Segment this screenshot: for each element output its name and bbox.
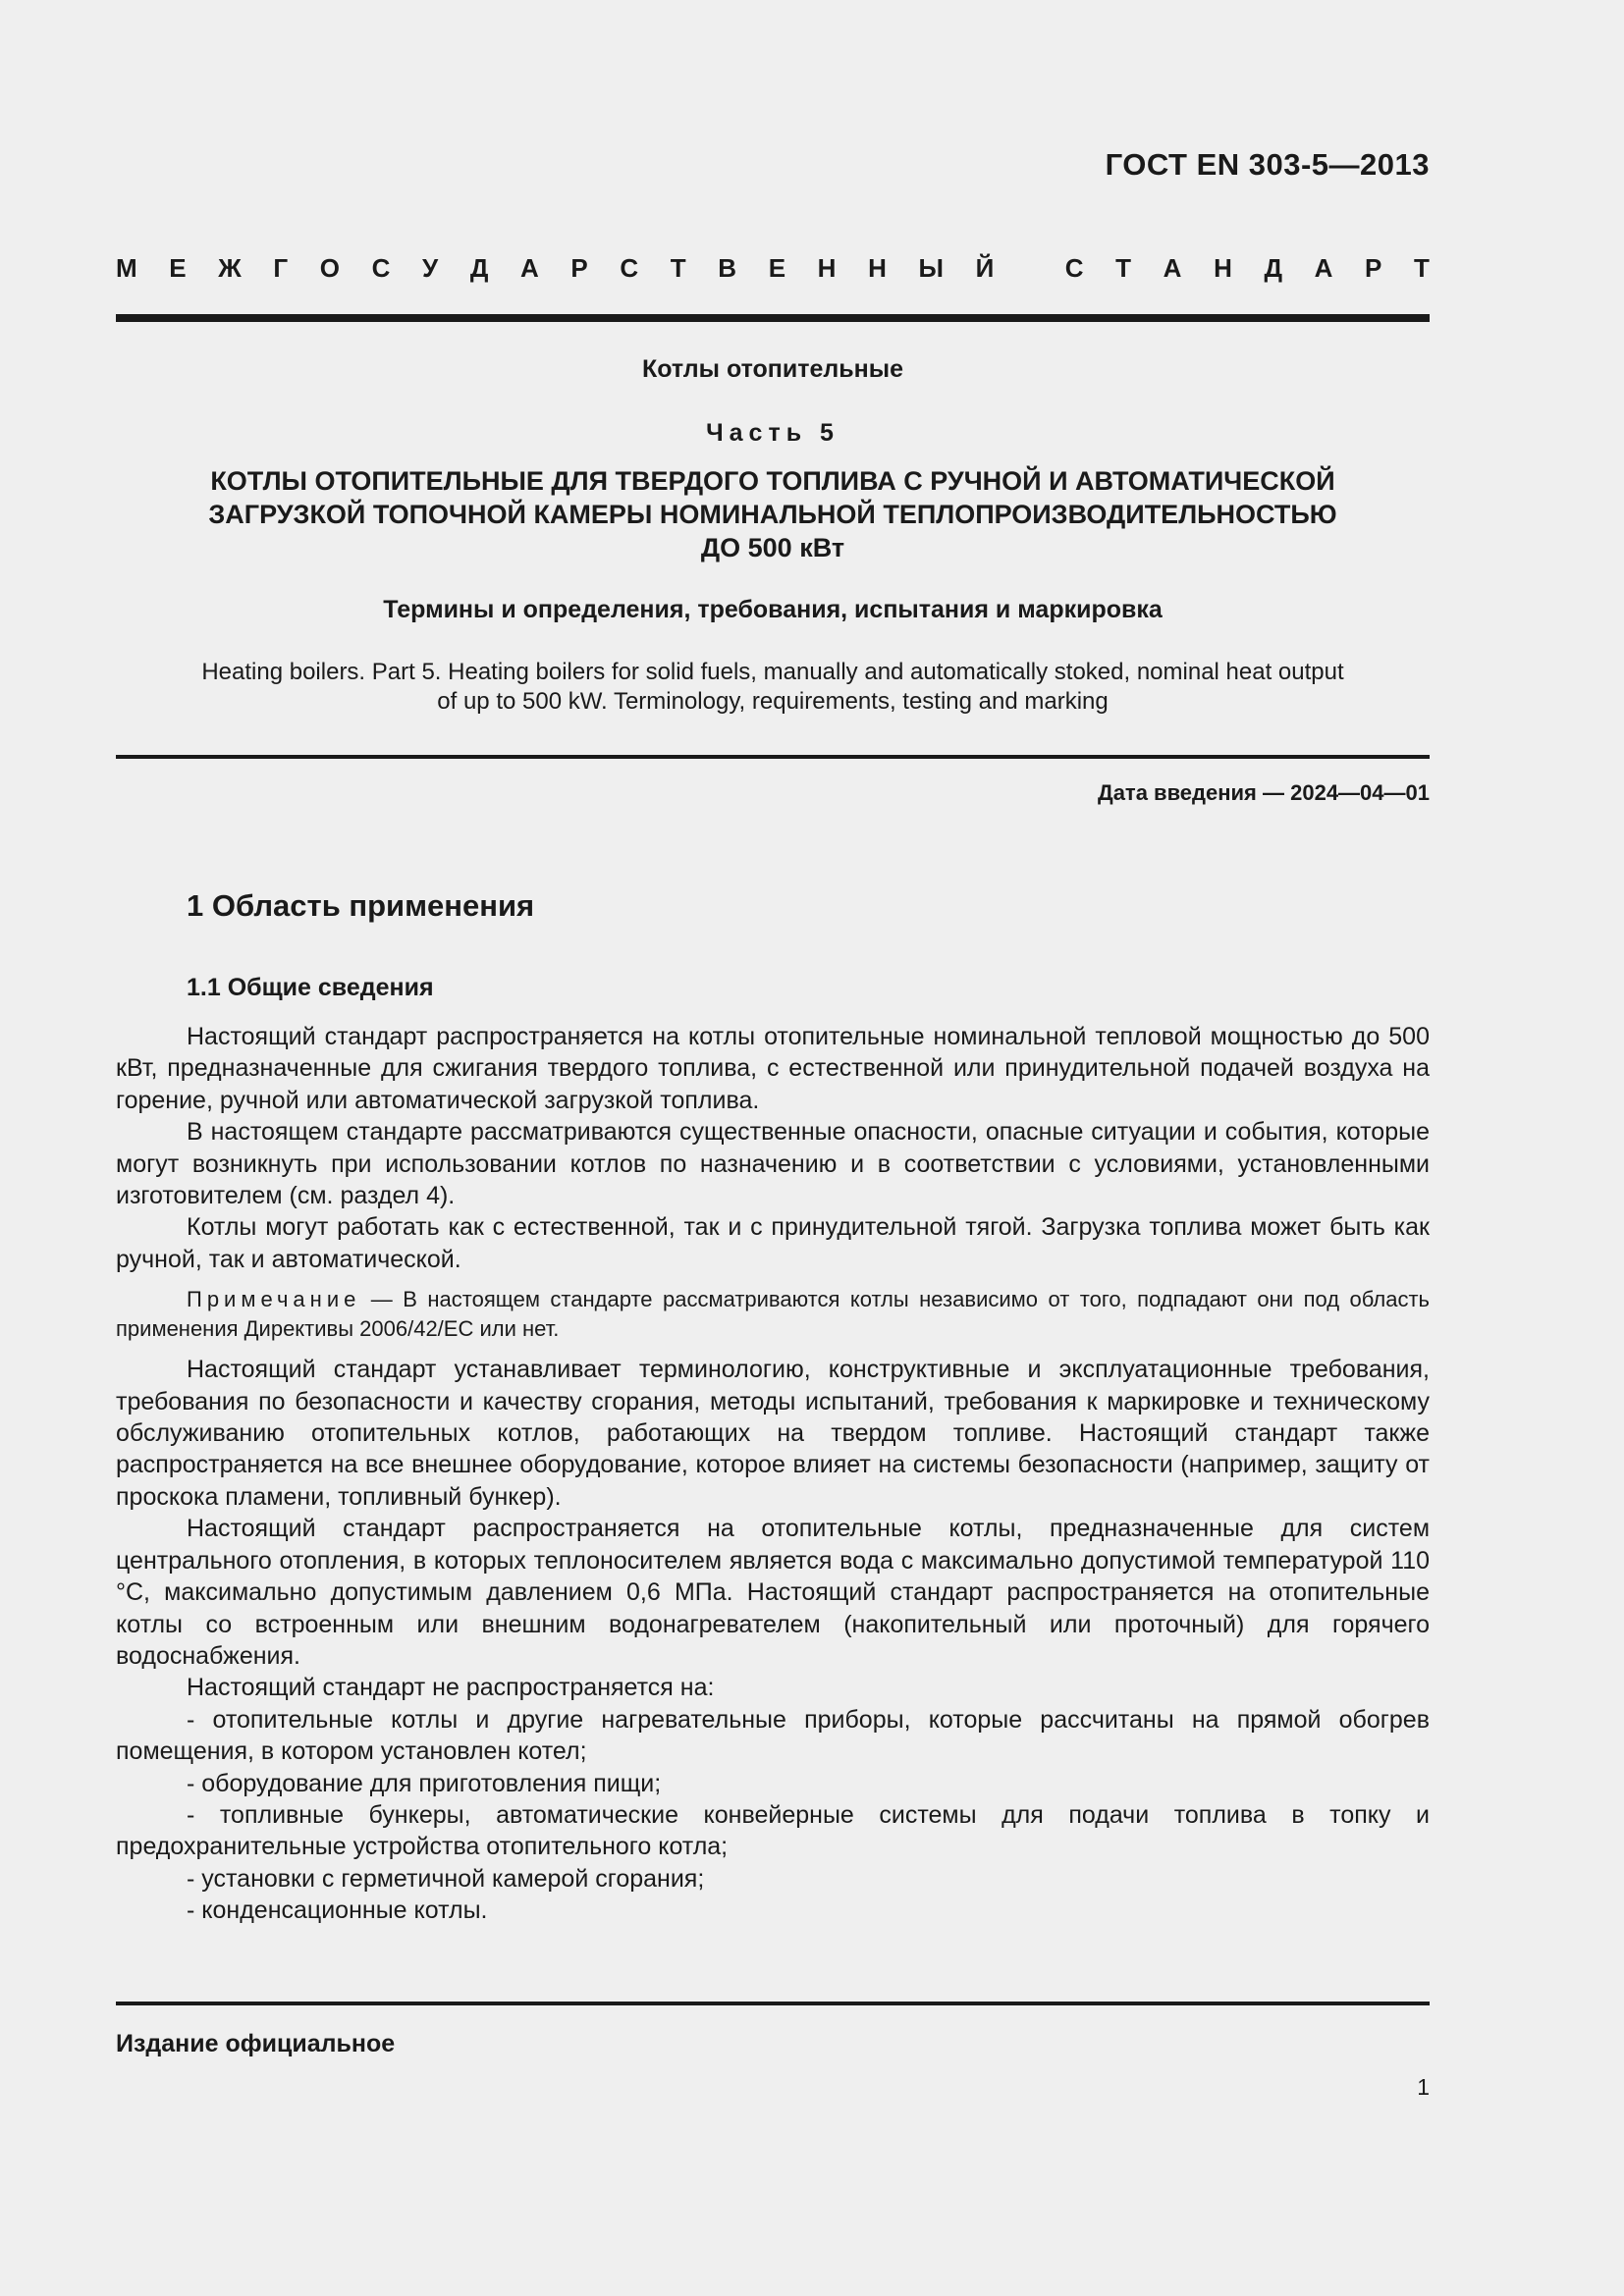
heading-letter: С <box>1064 253 1084 283</box>
page-number: 1 <box>1417 2074 1430 2100</box>
heading-letter: Н <box>868 253 887 283</box>
note <box>116 1285 1430 1344</box>
heading-letter: Н <box>1214 253 1232 283</box>
subtitle: Термины и определения, требования, испытания и маркировка <box>383 596 1163 623</box>
english-title-line: of up to 500 kW. Terminology, requirements, testing and marking <box>437 688 1109 715</box>
list-item: - установки с герметичной камерой сгорания; <box>187 1864 705 1893</box>
heading-letter: В <box>718 253 737 283</box>
heading-letter: М <box>116 253 137 283</box>
list-item: - конденсационные котлы. <box>187 1896 488 1925</box>
paragraph: Настоящий стандарт не распространяется на: <box>187 1674 715 1702</box>
paragraph: Котлы могут работать как с естественной, так и с принудительной тягой. Загрузка топлива может быть как ручной, так и автоматической. <box>116 1213 1430 1273</box>
official-edition-label: Издание официальное <box>116 2030 396 2057</box>
body-text <box>116 1021 1430 1927</box>
paragraph: Настоящий стандарт распространяется на котлы отопительные номинальной тепловой мощностью до 500 кВт, предназначенные для сжигания твердого топлива, с естественной или принудительной подачей воздуха на горение, ручной или автоматической загрузкой топлива. <box>116 1023 1430 1114</box>
heading-letter: А <box>520 253 539 283</box>
heading-letter: Ы <box>918 253 944 283</box>
heading-letter: У <box>422 253 439 283</box>
heading-letter: Р <box>1365 253 1382 283</box>
note-label: Примечание <box>187 1287 361 1312</box>
heading-letter: Р <box>570 253 588 283</box>
note-text: — В настоящем стандарте рассматриваются котлы независимо от того, подпадают они под область применения Директивы 2006/42/ЕС или нет. <box>116 1287 1430 1342</box>
title-rule <box>116 755 1430 759</box>
heading-letter: А <box>1314 253 1333 283</box>
heading-letter: Г <box>273 253 289 283</box>
introduction-date: Дата введения — 2024—04—01 <box>1098 780 1430 805</box>
heading-letter: Е <box>768 253 786 283</box>
main-title-line: ДО 500 кВт <box>700 533 845 562</box>
heading-letter: Ж <box>218 253 242 283</box>
heading-letter: Е <box>169 253 187 283</box>
paragraph: В настоящем стандарте рассматриваются существенные опасности, опасные ситуации и события, которые могут возникнуть при использовании котлов по назначению и в соответствии с условиями, установленными изготовителем (см. раздел 4). <box>116 1118 1430 1210</box>
heading-letter: Й <box>975 253 995 283</box>
paragraph: Настоящий стандарт устанавливает терминологию, конструктивные и эксплуатационные требования, требования по безопасности и качеству сгорания, методы испытаний, требования к маркировке и техническому обслуживанию отопительных котлов, работающих на твердом топливе. Настоящий стандарт также распространяется на все внешнее оборудование, которое влияет на системы безопасности (например, защиту от проскока пламени, топливный бункер). <box>116 1356 1430 1511</box>
list-item: - топливные бункеры, автоматические конвейерные системы для подачи топлива в топку и предохранительные устройства отопительного котла; <box>116 1800 1430 1861</box>
paragraph: Настоящий стандарт распространяется на отопительные котлы, предназначенные для систем центрального отопления, в которых теплоносителем является вода с максимально допустимой температурой 110 °С, максимально допустимым давлением 0,6 МПа. Настоящий стандарт распространяется на отопительные котлы со встроенным или внешним водонагревателем (накопительный или проточный) для горячего водоснабжения. <box>116 1515 1430 1670</box>
subsection-heading: 1.1 Общие сведения <box>187 974 434 1001</box>
header-rule <box>116 314 1430 322</box>
main-title-line: КОТЛЫ ОТОПИТЕЛЬНЫЕ ДЛЯ ТВЕРДОГО ТОПЛИВА С РУЧНОЙ И АВТОМАТИЧЕСКОЙ <box>210 466 1335 496</box>
heading-letter: Т <box>1414 253 1430 283</box>
section-heading: 1 Область применения <box>187 888 535 923</box>
list-item: - оборудование для приготовления пищи; <box>187 1769 662 1797</box>
english-title <box>116 658 1430 717</box>
heading-letter: О <box>319 253 340 283</box>
heading-letter: Д <box>469 253 489 283</box>
document-code: ГОСТ EN 303-5—2013 <box>1105 147 1430 182</box>
footer-rule <box>116 2002 1430 2005</box>
heading-letter: А <box>1163 253 1182 283</box>
heading-letter: Н <box>817 253 837 283</box>
list-item: - отопительные котлы и другие нагревательные приборы, которые рассчитаны на прямой обогрев помещения, в котором установлен котел; <box>116 1705 1430 1766</box>
main-title-line: ЗАГРУЗКОЙ ТОПОЧНОЙ КАМЕРЫ НОМИНАЛЬНОЙ ТЕПЛОПРОИЗВОДИТЕЛЬНОСТЬЮ <box>208 500 1337 529</box>
heading-letter: С <box>371 253 391 283</box>
heading-letter: Д <box>1264 253 1283 283</box>
document-category: Котлы отопительные <box>641 355 904 383</box>
interstate-standard-heading <box>116 253 1430 284</box>
heading-gap <box>1026 253 1033 284</box>
heading-letter: Т <box>1115 253 1132 283</box>
main-title <box>116 464 1430 564</box>
heading-letter: С <box>620 253 639 283</box>
english-title-line: Heating boilers. Part 5. Heating boilers for solid fuels, manually and automatically stoked, nominal heat output <box>201 659 1344 685</box>
part-number: Часть 5 <box>706 419 839 447</box>
heading-letter: Т <box>670 253 686 283</box>
